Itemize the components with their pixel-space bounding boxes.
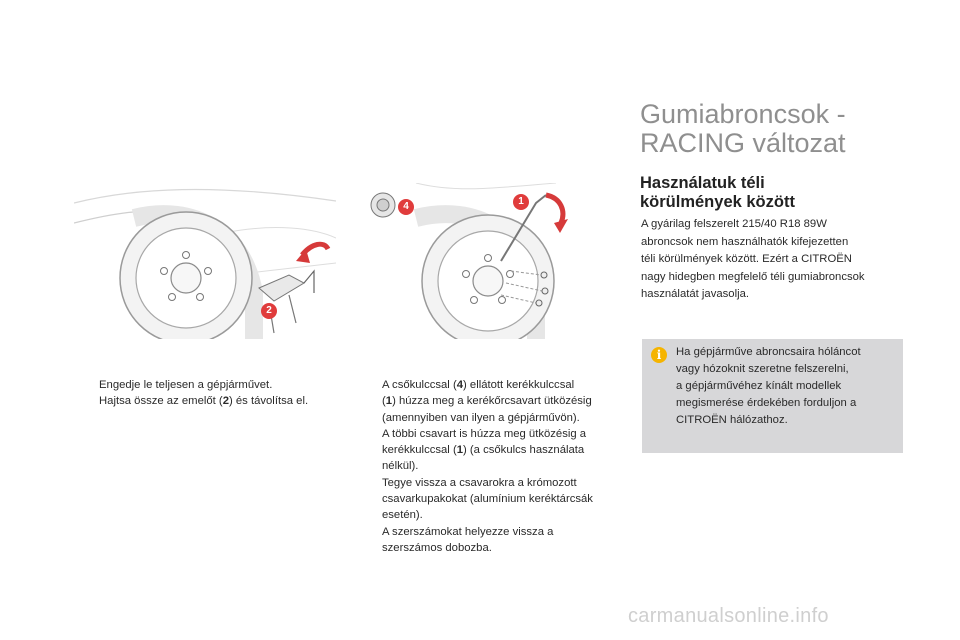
wheel-wrench-drawing bbox=[356, 183, 618, 339]
callout-2: 2 bbox=[261, 303, 277, 319]
right-steps bbox=[361, 377, 623, 556]
list-item: Engedje le teljesen a gépjárművet. bbox=[99, 379, 273, 391]
list-item: A szerszámokat helyezze vissza a szerszámos dobozba. bbox=[382, 525, 554, 554]
section-subtitle: Használatuk téli körülmények között bbox=[640, 174, 795, 211]
page-title: Gumiabroncsok - RACING változat bbox=[640, 99, 846, 158]
list-item: Hajtsa össze az emelőt (2) és távolítsa el. bbox=[99, 395, 309, 408]
section-body: A gyárilag felszerelt 215/40 R18 89W abroncsok nem használhatók kifejezetten téli körülmények között. Ezért a CITROËN nagy hidegben megfelelő téli gumiabroncsok használatát javasolja. bbox=[641, 218, 865, 300]
wheel-jack-drawing bbox=[74, 183, 336, 339]
illustration-tighten-bolts bbox=[356, 183, 618, 339]
illustration-lower-jack bbox=[74, 183, 336, 339]
list-item: Tegye vissza a csavarokra a krómozott csavarkupakokat (alumínium keréktárcsák esetén). bbox=[382, 476, 593, 522]
info-text: Ha gépjárműve abroncsaira hóláncot vagy hózoknit szeretne felszerelni, a gépjárművéhez kínált modellek megismerése érdekében forduljon a CITROËN hálózathoz. bbox=[676, 346, 861, 426]
callout-4: 4 bbox=[398, 199, 414, 215]
callout-1: 1 bbox=[513, 194, 529, 210]
info-icon: i bbox=[651, 347, 667, 363]
info-note bbox=[642, 339, 903, 453]
left-steps bbox=[78, 377, 340, 410]
list-item: A csőkulccsal (4) ellátott kerékkulccsal (1) húzza meg a kerékőrcsavart ütközésig (amennyiben van ilyen a gépjárművön). bbox=[382, 379, 592, 424]
list-item: A többi csavart is húzza meg ütközésig a kerékkulccsal (1) (a csőkulcs használata nélkül). bbox=[382, 427, 587, 473]
watermark: carmanualsonline.info bbox=[628, 605, 829, 627]
